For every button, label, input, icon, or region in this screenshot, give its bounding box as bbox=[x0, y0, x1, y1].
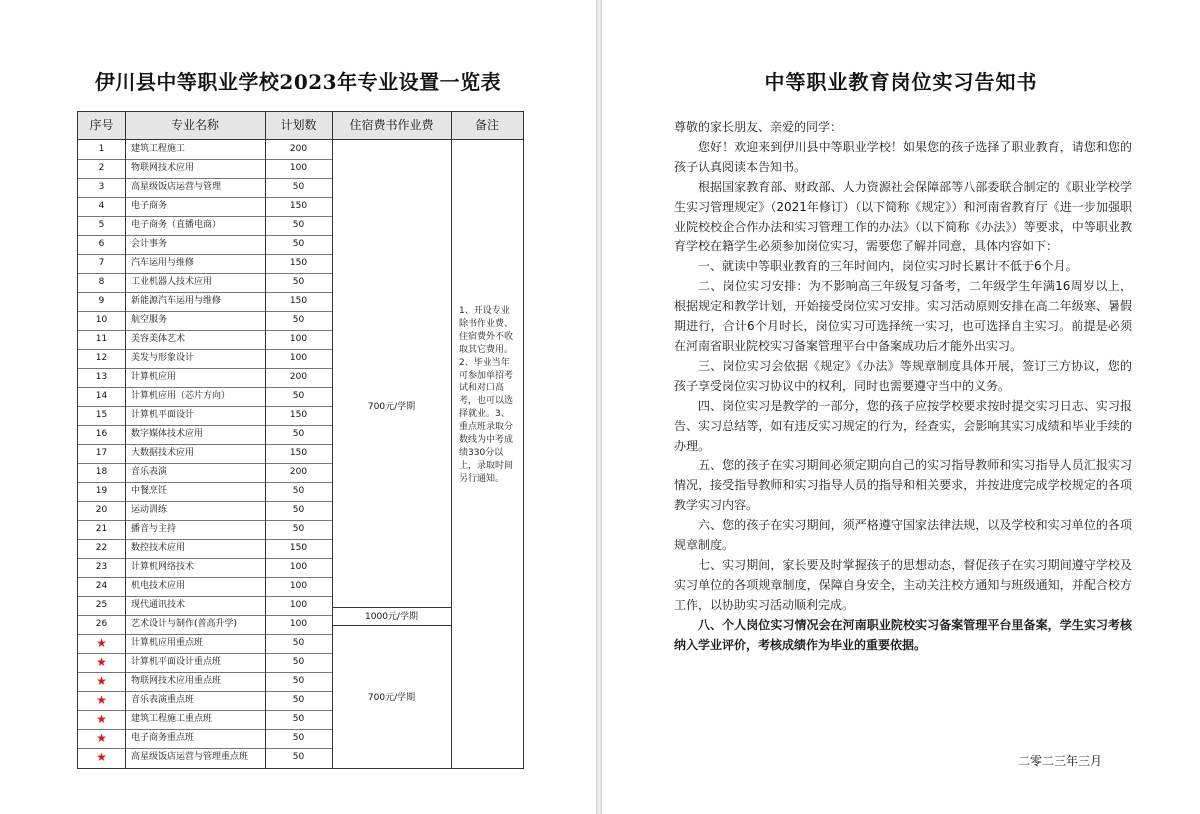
header-remark: 备注 bbox=[474, 118, 499, 132]
notice-paragraph: 您好！欢迎来到伊川县中等职业学校！如果您的孩子选择了职业教育，请您和您的孩子认真阅读本告知书。 bbox=[674, 139, 1132, 174]
table-row bbox=[78, 140, 332, 159]
fee-divider bbox=[332, 625, 451, 626]
row-number: 22 bbox=[95, 543, 108, 553]
key-class-star-icon: ★ bbox=[96, 731, 107, 745]
row-number: 11 bbox=[95, 334, 108, 344]
row-number: 3 bbox=[98, 182, 105, 192]
notice-date: 二零二三年三月 bbox=[1018, 754, 1103, 768]
table-row bbox=[78, 577, 332, 596]
major-name: 中餐烹饪 bbox=[131, 486, 168, 496]
plan-count: 50 bbox=[292, 277, 305, 287]
row-number: 14 bbox=[95, 391, 108, 401]
major-name: 计算机网络技术 bbox=[131, 562, 195, 572]
table-row bbox=[78, 558, 332, 577]
greeting: 尊敬的家长朋友、亲爱的同学： bbox=[674, 120, 843, 134]
plan-count: 100 bbox=[289, 619, 308, 629]
key-class-star-icon: ★ bbox=[96, 655, 107, 669]
major-name: 工业机器人技术应用 bbox=[131, 277, 213, 287]
table-row bbox=[78, 311, 332, 330]
major-table bbox=[77, 111, 524, 769]
table-row bbox=[78, 349, 332, 368]
major-name: 高星级饭店运营与管理 bbox=[131, 182, 222, 192]
table-row bbox=[78, 482, 332, 501]
remark-text: 1、开设专业除书作业费、住宿费外不收取其它费用。2、毕业当年可参加单招考试和对口高考，也可以选择就业。3、重点班录取分数线为中考成绩330分以上，录取时间另行通知。 bbox=[459, 306, 514, 484]
fee-value: 700元/学期 bbox=[367, 402, 416, 412]
table-row bbox=[78, 634, 332, 653]
row-number: 26 bbox=[95, 619, 108, 629]
major-name: 计算机应用重点班 bbox=[131, 638, 204, 648]
notice-paragraph: 二、岗位实习安排：为不影响高三年级复习备考，二年级学生年满16周岁以上，根据规定和教学计划，开始接受岗位实习安排。实习活动原则安排在高二年级寒、暑假期进行，合计6个月时长，岗位实习可选择统一实习，也可选择自主实习。前提是必须在河南省职业院校实习备案管理平台中备案成功后才能外出实习。 bbox=[674, 279, 1132, 353]
plan-count: 150 bbox=[289, 410, 308, 420]
table-row bbox=[78, 273, 332, 292]
major-name: 计算机应用 bbox=[131, 372, 177, 382]
header-fee: 住宿费书作业费 bbox=[349, 118, 434, 132]
table-row bbox=[78, 463, 332, 482]
table-row bbox=[78, 235, 332, 254]
row-number: 7 bbox=[98, 258, 105, 268]
row-number: 16 bbox=[95, 429, 108, 439]
row-number: 4 bbox=[98, 201, 105, 211]
plan-count: 50 bbox=[292, 391, 305, 401]
row-number: 24 bbox=[95, 581, 108, 591]
notice-paragraph: 三、岗位实习会依据《规定》《办法》等规章制度具体开展，签订三方协议，您的孩子享受岗位实习协议中的权利，同时也需要遵守当中的义务。 bbox=[674, 358, 1132, 393]
key-paragraph: 八、个人岗位实习情况会在河南职业院校实习备案管理平台里备案，学生实习考核纳入学业评价，考核成绩作为毕业的重要依据。 bbox=[674, 617, 1132, 652]
notice-paragraph: 七、实习期间，家长要及时掌握孩子的思想动态，督促孩子在实习期间遵守学校及实习单位的各项规章制度，保障自身安全，主动关注校方通知与班级通知，并配合校方工作，以协助实习活动顺利完成。 bbox=[674, 557, 1132, 612]
plan-count: 150 bbox=[289, 258, 308, 268]
row-number: 12 bbox=[95, 353, 108, 363]
table-row bbox=[78, 539, 332, 558]
notice-paragraph: 一、就读中等职业教育的三年时间内，岗位实习时长累计不低于6个月。 bbox=[698, 259, 1078, 274]
key-class-star-icon: ★ bbox=[96, 712, 107, 726]
fee-value: 1000元/学期 bbox=[365, 612, 418, 622]
left-page bbox=[0, 0, 596, 814]
row-number: 9 bbox=[98, 296, 105, 306]
table-row bbox=[78, 672, 332, 691]
notice-paragraphs bbox=[674, 138, 1132, 616]
major-name: 数控技术应用 bbox=[131, 543, 186, 553]
plan-count: 150 bbox=[289, 296, 308, 306]
row-number: 5 bbox=[98, 220, 105, 230]
table-row bbox=[78, 501, 332, 520]
major-name: 高星级饭店运营与管理重点班 bbox=[131, 752, 249, 762]
notice-paragraph: 五、您的孩子在实习期间必须定期向自己的实习指导教师和实习指导人员汇报实习情况，接受指导教师和实习指导人员的指导和相关要求，并按进度完成学校规定的各项教学实习内容。 bbox=[674, 458, 1132, 513]
plan-count: 50 bbox=[292, 239, 305, 249]
major-name: 现代通讯技术 bbox=[131, 600, 186, 610]
plan-count: 50 bbox=[292, 676, 305, 686]
major-name: 美发与形象设计 bbox=[131, 353, 195, 363]
plan-count: 50 bbox=[292, 486, 305, 496]
major-name: 播音与主持 bbox=[131, 524, 177, 534]
major-name: 美容美体艺术 bbox=[131, 334, 186, 344]
major-name: 艺术设计与制作(普高升学) bbox=[131, 619, 238, 629]
table-row bbox=[78, 216, 332, 235]
table-row bbox=[78, 596, 332, 615]
table-row bbox=[78, 254, 332, 273]
key-class-star-icon: ★ bbox=[96, 693, 107, 707]
plan-count: 50 bbox=[292, 638, 305, 648]
plan-count: 100 bbox=[289, 163, 308, 173]
table-row bbox=[78, 710, 332, 729]
plan-count: 50 bbox=[292, 752, 305, 762]
row-number: 15 bbox=[95, 410, 108, 420]
table-row bbox=[78, 292, 332, 311]
major-name: 建筑工程施工 bbox=[131, 144, 186, 154]
table-row bbox=[78, 691, 332, 710]
plan-count: 50 bbox=[292, 429, 305, 439]
plan-count: 100 bbox=[289, 581, 308, 591]
header-plan: 计划数 bbox=[280, 118, 317, 132]
column-divider bbox=[125, 112, 126, 768]
plan-count: 50 bbox=[292, 505, 305, 515]
major-name: 电子商务（直播电商） bbox=[131, 220, 222, 230]
row-number: 8 bbox=[98, 277, 105, 287]
plan-count: 200 bbox=[289, 467, 308, 477]
table-row bbox=[78, 159, 332, 178]
plan-count: 50 bbox=[292, 695, 305, 705]
major-name: 建筑工程施工重点班 bbox=[131, 714, 213, 724]
key-class-star-icon: ★ bbox=[96, 674, 107, 688]
major-name: 运动训练 bbox=[131, 505, 168, 515]
major-name: 音乐表演重点班 bbox=[131, 695, 195, 705]
plan-count: 50 bbox=[292, 315, 305, 325]
major-name: 音乐表演 bbox=[131, 467, 168, 477]
row-number: 17 bbox=[95, 448, 108, 458]
header-major-name: 专业名称 bbox=[170, 118, 219, 132]
fee-divider bbox=[332, 607, 451, 608]
notice-paragraph: 六、您的孩子在实习期间，须严格遵守国家法律法规，以及学校和实习单位的各项规章制度。 bbox=[674, 518, 1132, 553]
major-name: 电子商务 bbox=[131, 201, 168, 211]
table-row bbox=[78, 653, 332, 672]
plan-count: 50 bbox=[292, 733, 305, 743]
row-number: 19 bbox=[95, 486, 108, 496]
major-name: 汽车运用与维修 bbox=[131, 258, 195, 268]
column-divider bbox=[451, 112, 452, 768]
key-class-star-icon: ★ bbox=[96, 636, 107, 650]
table-row bbox=[78, 444, 332, 463]
right-page-title: 中等职业教育岗位实习告知书 bbox=[764, 70, 1038, 94]
major-name: 计算机应用（芯片方向） bbox=[131, 391, 231, 401]
notice-paragraph: 四、岗位实习是教学的一部分，您的孩子应按学校要求按时提交实习日志、实习报告、实习总结等，如有违反实习规定的行为，经查实，会影响其实习成绩和毕业手续的办理。 bbox=[674, 398, 1132, 453]
table-row bbox=[78, 520, 332, 539]
plan-count: 150 bbox=[289, 201, 308, 211]
row-number: 6 bbox=[98, 239, 105, 249]
major-name: 航空服务 bbox=[131, 315, 168, 325]
major-name: 新能源汽车运用与维修 bbox=[131, 296, 222, 306]
notice-letter bbox=[674, 118, 1132, 655]
plan-count: 50 bbox=[292, 524, 305, 534]
plan-count: 100 bbox=[289, 562, 308, 572]
major-name: 电子商务重点班 bbox=[131, 733, 195, 743]
row-number: 23 bbox=[95, 562, 108, 572]
table-row bbox=[78, 197, 332, 216]
major-name: 物联网技术应用 bbox=[131, 163, 195, 173]
row-number: 18 bbox=[95, 467, 108, 477]
key-class-star-icon: ★ bbox=[96, 750, 107, 764]
table-row bbox=[78, 387, 332, 406]
major-name: 数字媒体技术应用 bbox=[131, 429, 204, 439]
notice-paragraph: 根据国家教育部、财政部、人力资源社会保障部等八部委联合制定的《职业学校学生实习管理规定》（2021年修订）（以下简称《规定》）和河南省教育厅《进一步加强职业院校校企合作办法和实习管理工作的办法》（以下简称《办法》）等要求，中等职业教育学校在籍学生必须参加岗位实习，需要您了解并同意，具体内容如下： bbox=[674, 179, 1132, 254]
row-number: 13 bbox=[95, 372, 108, 382]
plan-count: 50 bbox=[292, 182, 305, 192]
left-page-title: 伊川县中等职业学校2023年专业设置一览表 bbox=[94, 70, 502, 94]
column-divider bbox=[265, 112, 266, 768]
table-row bbox=[78, 178, 332, 197]
table-row bbox=[78, 406, 332, 425]
table-row bbox=[78, 368, 332, 387]
plan-count: 100 bbox=[289, 334, 308, 344]
major-name: 计算机平面设计 bbox=[131, 410, 195, 420]
header-no: 序号 bbox=[89, 118, 114, 132]
row-number: 20 bbox=[95, 505, 108, 515]
table-header-row bbox=[78, 112, 523, 140]
major-name: 机电技术应用 bbox=[131, 581, 186, 591]
table-row bbox=[78, 729, 332, 748]
table-row bbox=[78, 425, 332, 444]
plan-count: 200 bbox=[289, 372, 308, 382]
major-name: 会计事务 bbox=[131, 239, 168, 249]
plan-count: 200 bbox=[289, 144, 308, 154]
plan-count: 50 bbox=[292, 657, 305, 667]
table-row bbox=[78, 615, 332, 634]
plan-count: 100 bbox=[289, 600, 308, 610]
right-page bbox=[602, 0, 1200, 814]
row-number: 25 bbox=[95, 600, 108, 610]
plan-count: 150 bbox=[289, 448, 308, 458]
table-row bbox=[78, 748, 332, 767]
row-number: 10 bbox=[95, 315, 108, 325]
row-number: 21 bbox=[95, 524, 108, 534]
column-divider bbox=[332, 112, 333, 768]
plan-count: 50 bbox=[292, 220, 305, 230]
plan-count: 100 bbox=[289, 353, 308, 363]
row-number: 2 bbox=[98, 163, 105, 173]
plan-count: 150 bbox=[289, 543, 308, 553]
major-name: 物联网技术应用重点班 bbox=[131, 676, 222, 686]
row-number: 1 bbox=[98, 144, 105, 154]
major-name: 计算机平面设计重点班 bbox=[131, 657, 222, 667]
plan-count: 50 bbox=[292, 714, 305, 724]
fee-value: 700元/学期 bbox=[367, 693, 416, 703]
table-row bbox=[78, 330, 332, 349]
major-name: 大数据技术应用 bbox=[131, 448, 195, 458]
